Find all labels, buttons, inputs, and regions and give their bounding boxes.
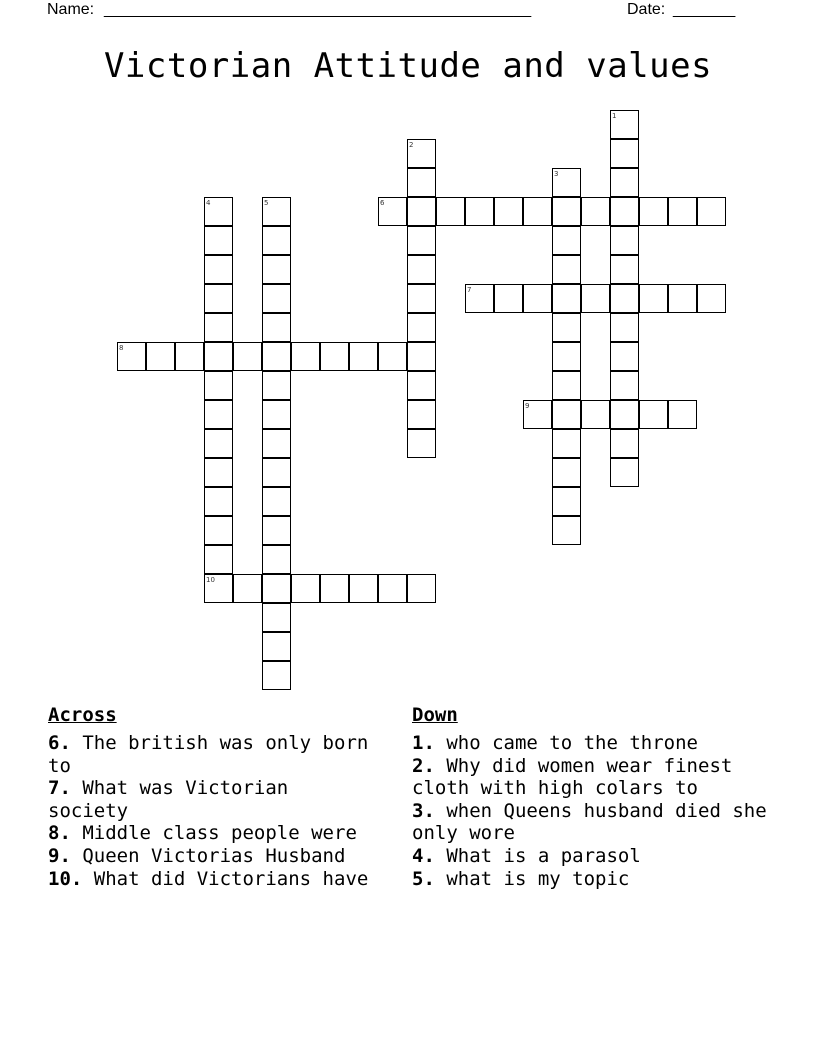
crossword-cell[interactable]	[523, 197, 552, 226]
clue-number: 2.	[412, 754, 435, 777]
clue-text: Queen Victorias Husband	[82, 844, 346, 867]
crossword-cell[interactable]	[262, 574, 291, 603]
crossword-cell[interactable]	[552, 458, 581, 487]
crossword-cell[interactable]	[378, 574, 407, 603]
across-clue	[48, 845, 378, 868]
crossword-cell[interactable]	[639, 197, 668, 226]
date-field[interactable]: _______	[673, 1, 736, 18]
crossword-cell[interactable]	[610, 168, 639, 197]
across-clue	[48, 822, 378, 845]
crossword-cell[interactable]	[262, 371, 291, 400]
crossword-cell[interactable]	[407, 429, 436, 458]
crossword-cell[interactable]	[407, 197, 436, 226]
crossword-cell[interactable]	[552, 487, 581, 516]
crossword-cell[interactable]	[436, 197, 465, 226]
clue-number-label: 8	[119, 344, 124, 352]
crossword-cell[interactable]	[262, 487, 291, 516]
clue-number-label: 4	[206, 199, 211, 207]
crossword-cell[interactable]	[262, 603, 291, 632]
crossword-cell[interactable]	[204, 313, 233, 342]
crossword-cell[interactable]	[233, 574, 262, 603]
down-clue	[412, 800, 772, 845]
crossword-cell[interactable]	[610, 371, 639, 400]
clue-number-label: 9	[525, 402, 530, 410]
crossword-cell[interactable]	[465, 197, 494, 226]
clue-number-label: 10	[206, 576, 215, 584]
clue-text: when Queens husband died she only wore	[412, 799, 767, 845]
name-label: Name:	[47, 1, 95, 18]
crossword-cell[interactable]	[204, 400, 233, 429]
crossword-cell[interactable]	[262, 545, 291, 574]
crossword-cell[interactable]	[610, 139, 639, 168]
crossword-cell[interactable]	[552, 342, 581, 371]
crossword-cell[interactable]	[175, 342, 204, 371]
crossword-cell[interactable]	[233, 342, 262, 371]
crossword-cell[interactable]	[581, 284, 610, 313]
crossword-cell[interactable]	[204, 342, 233, 371]
clue-number-label: 1	[612, 112, 617, 120]
across-clue	[48, 732, 378, 777]
crossword-cell[interactable]	[204, 226, 233, 255]
clue-number: 3.	[412, 799, 435, 822]
crossword-cell[interactable]	[610, 400, 639, 429]
clue-number: 8.	[48, 822, 71, 845]
crossword-cell[interactable]	[552, 226, 581, 255]
crossword-cell[interactable]	[494, 197, 523, 226]
crossword-cell[interactable]	[610, 458, 639, 487]
crossword-cell[interactable]	[407, 400, 436, 429]
across-clue	[48, 777, 378, 822]
crossword-cell[interactable]	[291, 574, 320, 603]
crossword-cell[interactable]	[204, 545, 233, 574]
crossword-cell[interactable]	[262, 632, 291, 661]
crossword-cell[interactable]	[204, 371, 233, 400]
crossword-cell[interactable]	[610, 342, 639, 371]
crossword-cell[interactable]	[494, 284, 523, 313]
crossword-cell[interactable]	[262, 284, 291, 313]
crossword-cell[interactable]	[204, 516, 233, 545]
clue-number-label: 6	[380, 199, 385, 207]
clue-number-label: 3	[554, 170, 559, 178]
clue-number: 4.	[412, 844, 435, 867]
crossword-cell[interactable]	[407, 371, 436, 400]
crossword-cell[interactable]	[204, 458, 233, 487]
crossword-cell[interactable]	[262, 342, 291, 371]
crossword-cell[interactable]	[204, 284, 233, 313]
clue-number: 7.	[48, 777, 71, 800]
crossword-cell[interactable]	[610, 197, 639, 226]
crossword-cell[interactable]	[262, 255, 291, 284]
clue-number: 5.	[412, 867, 435, 890]
clue-text: The british was only born to	[48, 732, 369, 777]
crossword-cell[interactable]	[610, 429, 639, 458]
crossword-cell[interactable]	[262, 429, 291, 458]
clue-text: What did Victorians have	[93, 867, 369, 890]
crossword-cell[interactable]	[146, 342, 175, 371]
clue-text: What is a parasol	[446, 844, 641, 867]
across-clues	[48, 704, 378, 890]
clue-number: 10.	[48, 867, 83, 890]
clue-text: what is my topic	[446, 867, 630, 890]
crossword-cell[interactable]	[639, 284, 668, 313]
crossword-cell[interactable]	[204, 429, 233, 458]
date-label: Date:	[627, 1, 666, 18]
crossword-cell[interactable]	[407, 574, 436, 603]
clue-number-label: 2	[409, 141, 414, 149]
clue-text: Why did women wear finest cloth with high colars to	[412, 754, 733, 800]
crossword-cell[interactable]	[610, 313, 639, 342]
crossword-cell[interactable]	[407, 313, 436, 342]
crossword-cell[interactable]	[204, 255, 233, 284]
crossword-cell[interactable]	[320, 574, 349, 603]
clue-text: What was Victorian society	[48, 777, 289, 822]
page-title: Victorian Attitude and values	[103, 46, 713, 86]
crossword-cell[interactable]	[262, 516, 291, 545]
down-clue	[412, 755, 772, 800]
across-clue	[48, 868, 378, 891]
crossword-cell[interactable]	[204, 487, 233, 516]
name-field[interactable]: ________________________________________________	[104, 1, 532, 18]
crossword-cell[interactable]	[610, 226, 639, 255]
crossword-cell[interactable]	[668, 197, 697, 226]
crossword-cell[interactable]	[668, 400, 697, 429]
crossword-cell[interactable]	[552, 371, 581, 400]
crossword-cell[interactable]	[262, 313, 291, 342]
crossword-cell[interactable]	[581, 400, 610, 429]
crossword-cell[interactable]	[552, 284, 581, 313]
clue-number-label: 5	[264, 199, 269, 207]
down-clue	[412, 845, 772, 868]
crossword-cell[interactable]	[581, 197, 610, 226]
crossword-cell[interactable]	[407, 255, 436, 284]
crossword-cell[interactable]	[349, 574, 378, 603]
crossword-cell[interactable]	[378, 342, 407, 371]
crossword-cell[interactable]	[552, 400, 581, 429]
clue-number-label: 7	[467, 286, 472, 294]
crossword-cell[interactable]	[552, 197, 581, 226]
crossword-cell[interactable]	[552, 313, 581, 342]
crossword-cell[interactable]	[610, 255, 639, 284]
crossword-cell[interactable]	[262, 661, 291, 690]
clue-text: Middle class people were	[82, 822, 357, 845]
crossword-cell[interactable]	[407, 226, 436, 255]
crossword-cell[interactable]	[262, 226, 291, 255]
crossword-cell[interactable]	[407, 284, 436, 313]
crossword-cell[interactable]	[407, 342, 436, 371]
down-clue	[412, 868, 772, 891]
crossword-cell[interactable]	[291, 342, 320, 371]
crossword-cell[interactable]	[262, 458, 291, 487]
down-heading: Down	[412, 704, 458, 726]
crossword-cell[interactable]	[320, 342, 349, 371]
crossword-cell[interactable]	[552, 516, 581, 545]
down-clue	[412, 732, 772, 755]
crossword-cell[interactable]	[610, 284, 639, 313]
clue-number: 6.	[48, 732, 71, 754]
clue-number: 9.	[48, 844, 71, 867]
crossword-cell[interactable]	[639, 400, 668, 429]
clue-number: 1.	[412, 732, 435, 754]
crossword-cell[interactable]	[523, 284, 552, 313]
crossword-cell[interactable]	[697, 284, 726, 313]
clue-text: who came to the throne	[446, 732, 699, 754]
crossword-cell[interactable]	[349, 342, 378, 371]
crossword-cell[interactable]	[697, 197, 726, 226]
crossword-cell[interactable]	[552, 429, 581, 458]
crossword-cell[interactable]	[262, 400, 291, 429]
crossword-cell[interactable]	[552, 255, 581, 284]
crossword-cell[interactable]	[407, 168, 436, 197]
across-heading: Across	[48, 704, 117, 726]
down-clues	[412, 704, 772, 890]
crossword-cell[interactable]	[668, 284, 697, 313]
